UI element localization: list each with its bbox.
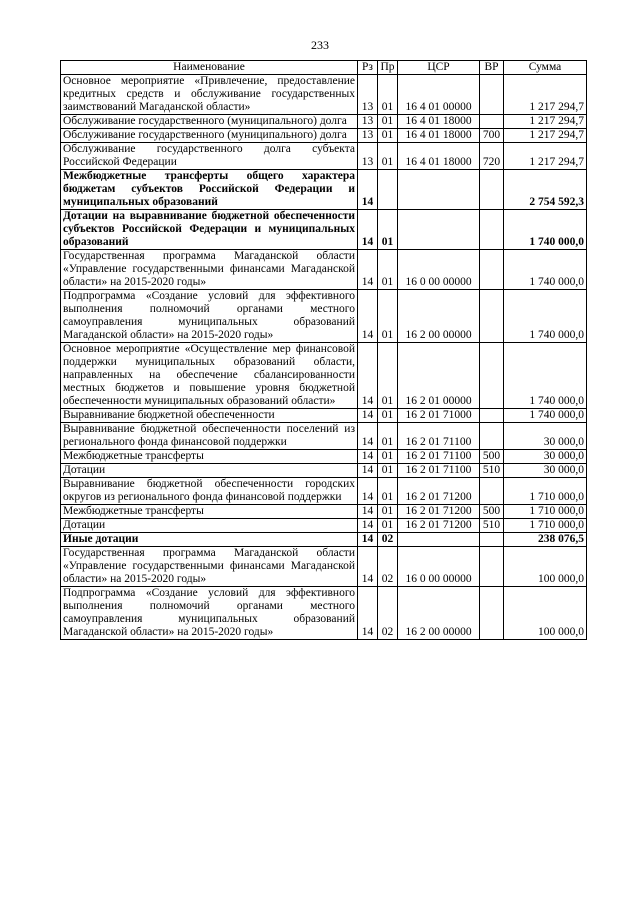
cell-rz: 14 [358,519,378,533]
table-header-row [61,61,587,75]
cell-pr: 01 [378,250,398,290]
cell-csr: 16 4 01 18000 [398,129,480,143]
cell-vr [480,587,504,640]
cell-rz: 14 [358,464,378,478]
cell-csr [398,210,480,250]
cell-sum: 30 000,0 [504,464,587,478]
cell-vr [480,75,504,115]
cell-pr: 02 [378,533,398,547]
cell-vr [480,409,504,423]
cell-pr: 01 [378,210,398,250]
cell-name: Выравнивание бюджетной обеспеченности [61,409,358,423]
cell-sum: 1 740 000,0 [504,343,587,409]
cell-sum: 1 217 294,7 [504,143,587,170]
cell-vr: 500 [480,505,504,519]
cell-sum: 1 710 000,0 [504,478,587,505]
cell-vr [480,115,504,129]
page-number: 233 [311,38,329,52]
header-name: Наименование [61,61,358,75]
cell-rz: 13 [358,75,378,115]
cell-csr: 16 2 01 71000 [398,409,480,423]
cell-pr: 01 [378,519,398,533]
cell-sum: 100 000,0 [504,587,587,640]
cell-sum: 1 740 000,0 [504,409,587,423]
cell-vr: 500 [480,450,504,464]
cell-pr: 01 [378,409,398,423]
table-row [61,464,587,478]
cell-sum: 238 076,5 [504,533,587,547]
cell-rz: 13 [358,143,378,170]
table-row [61,587,587,640]
budget-table [60,60,587,640]
table-row [61,519,587,533]
cell-name: Выравнивание бюджетной обеспеченности городских округов из регионального фонда финансовой поддержки [61,478,358,505]
table-row [61,547,587,587]
cell-rz: 14 [358,409,378,423]
cell-csr: 16 2 01 71100 [398,450,480,464]
table-row [61,143,587,170]
table-row [61,290,587,343]
cell-csr: 16 2 01 71100 [398,423,480,450]
cell-name: Основное мероприятие «Привлечение, предоставление кредитных средств и обслуживание государственных заимствований Магаданской области» [61,75,358,115]
table-row [61,409,587,423]
cell-rz: 14 [358,250,378,290]
cell-csr: 16 0 00 00000 [398,547,480,587]
table-row [61,423,587,450]
cell-pr: 01 [378,343,398,409]
cell-rz: 14 [358,547,378,587]
header-vr: ВР [480,61,504,75]
cell-name: Выравнивание бюджетной обеспеченности поселений из регионального фонда финансовой поддержки [61,423,358,450]
cell-csr: 16 4 01 00000 [398,75,480,115]
cell-vr [480,210,504,250]
cell-pr: 01 [378,423,398,450]
cell-vr [480,343,504,409]
cell-csr [398,533,480,547]
cell-pr [378,170,398,210]
table-row [61,170,587,210]
cell-rz: 13 [358,129,378,143]
table-row [61,115,587,129]
header-csr: ЦСР [398,61,480,75]
cell-pr: 01 [378,129,398,143]
cell-rz: 14 [358,290,378,343]
table-row [61,343,587,409]
header-pr: Пр [378,61,398,75]
cell-name: Подпрограмма «Создание условий для эффективного выполнения полномочий органами местного самоуправления муниципальных образований Магаданской области» на 2015-2020 годы» [61,587,358,640]
cell-pr: 01 [378,115,398,129]
cell-csr: 16 2 01 71200 [398,519,480,533]
cell-pr: 02 [378,547,398,587]
cell-name: Межбюджетные трансферты [61,505,358,519]
cell-rz: 13 [358,115,378,129]
header-sum: Сумма [504,61,587,75]
cell-rz: 14 [358,505,378,519]
cell-sum: 100 000,0 [504,547,587,587]
cell-pr: 01 [378,464,398,478]
cell-vr [480,250,504,290]
cell-csr: 16 4 01 18000 [398,143,480,170]
cell-sum: 1 217 294,7 [504,129,587,143]
cell-vr [480,290,504,343]
cell-name: Межбюджетные трансферты общего характера бюджетам субъектов Российской Федерации и муниципальных образований [61,170,358,210]
cell-sum: 1 740 000,0 [504,250,587,290]
cell-vr [480,547,504,587]
table-row [61,250,587,290]
table-row [61,533,587,547]
cell-csr: 16 2 01 71200 [398,478,480,505]
cell-pr: 01 [378,143,398,170]
cell-name: Межбюджетные трансферты [61,450,358,464]
cell-sum: 30 000,0 [504,450,587,464]
table-row [61,75,587,115]
cell-vr [480,478,504,505]
cell-pr: 01 [378,505,398,519]
cell-sum: 2 754 592,3 [504,170,587,210]
cell-name: Государственная программа Магаданской области «Управление государственными финансами Магаданской области» на 2015-2020 годы» [61,250,358,290]
cell-pr: 01 [378,450,398,464]
cell-name: Дотации [61,519,358,533]
cell-name: Подпрограмма «Создание условий для эффективного выполнения полномочий органами местного самоуправления муниципальных образований Магаданской области» на 2015-2020 годы» [61,290,358,343]
table-row [61,210,587,250]
cell-vr: 510 [480,519,504,533]
cell-sum: 1 217 294,7 [504,75,587,115]
cell-csr: 16 0 00 00000 [398,250,480,290]
table-row [61,478,587,505]
cell-csr [398,170,480,210]
cell-vr [480,170,504,210]
header-rz: Рз [358,61,378,75]
cell-csr: 16 2 01 71200 [398,505,480,519]
table-row [61,129,587,143]
cell-sum: 1 740 000,0 [504,290,587,343]
cell-csr: 16 4 01 18000 [398,115,480,129]
table-row [61,450,587,464]
cell-name: Обслуживание государственного долга субъекта Российской Федерации [61,143,358,170]
cell-name: Основное мероприятие «Осуществление мер финансовой поддержки муниципальных образований области, направленных на обеспечение сбалансированности местных бюджетов и повышение уровня бюджетной обеспеченности муниципальных образований области» [61,343,358,409]
cell-name: Иные дотации [61,533,358,547]
cell-name: Государственная программа Магаданской области «Управление государственными финансами Магаданской области» на 2015-2020 годы» [61,547,358,587]
cell-rz: 14 [358,343,378,409]
cell-rz: 14 [358,170,378,210]
cell-vr [480,423,504,450]
cell-csr: 16 2 00 00000 [398,587,480,640]
cell-sum: 1 740 000,0 [504,210,587,250]
cell-sum: 1 710 000,0 [504,505,587,519]
cell-csr: 16 2 01 71100 [398,464,480,478]
cell-rz: 14 [358,450,378,464]
cell-vr: 510 [480,464,504,478]
cell-rz: 14 [358,478,378,505]
cell-rz: 14 [358,533,378,547]
cell-vr [480,533,504,547]
table-body [61,75,587,640]
cell-sum: 30 000,0 [504,423,587,450]
cell-vr: 700 [480,129,504,143]
cell-rz: 14 [358,587,378,640]
cell-sum: 1 710 000,0 [504,519,587,533]
cell-rz: 14 [358,210,378,250]
cell-csr: 16 2 01 00000 [398,343,480,409]
cell-vr: 720 [480,143,504,170]
cell-csr: 16 2 00 00000 [398,290,480,343]
cell-rz: 14 [358,423,378,450]
cell-name: Дотации на выравнивание бюджетной обеспеченности субъектов Российской Федерации и муниципальных образований [61,210,358,250]
cell-pr: 02 [378,587,398,640]
cell-pr: 01 [378,478,398,505]
table-row [61,505,587,519]
cell-sum: 1 217 294,7 [504,115,587,129]
cell-name: Дотации [61,464,358,478]
cell-pr: 01 [378,290,398,343]
cell-name: Обслуживание государственного (муниципального) долга [61,129,358,143]
cell-name: Обслуживание государственного (муниципального) долга [61,115,358,129]
cell-pr: 01 [378,75,398,115]
